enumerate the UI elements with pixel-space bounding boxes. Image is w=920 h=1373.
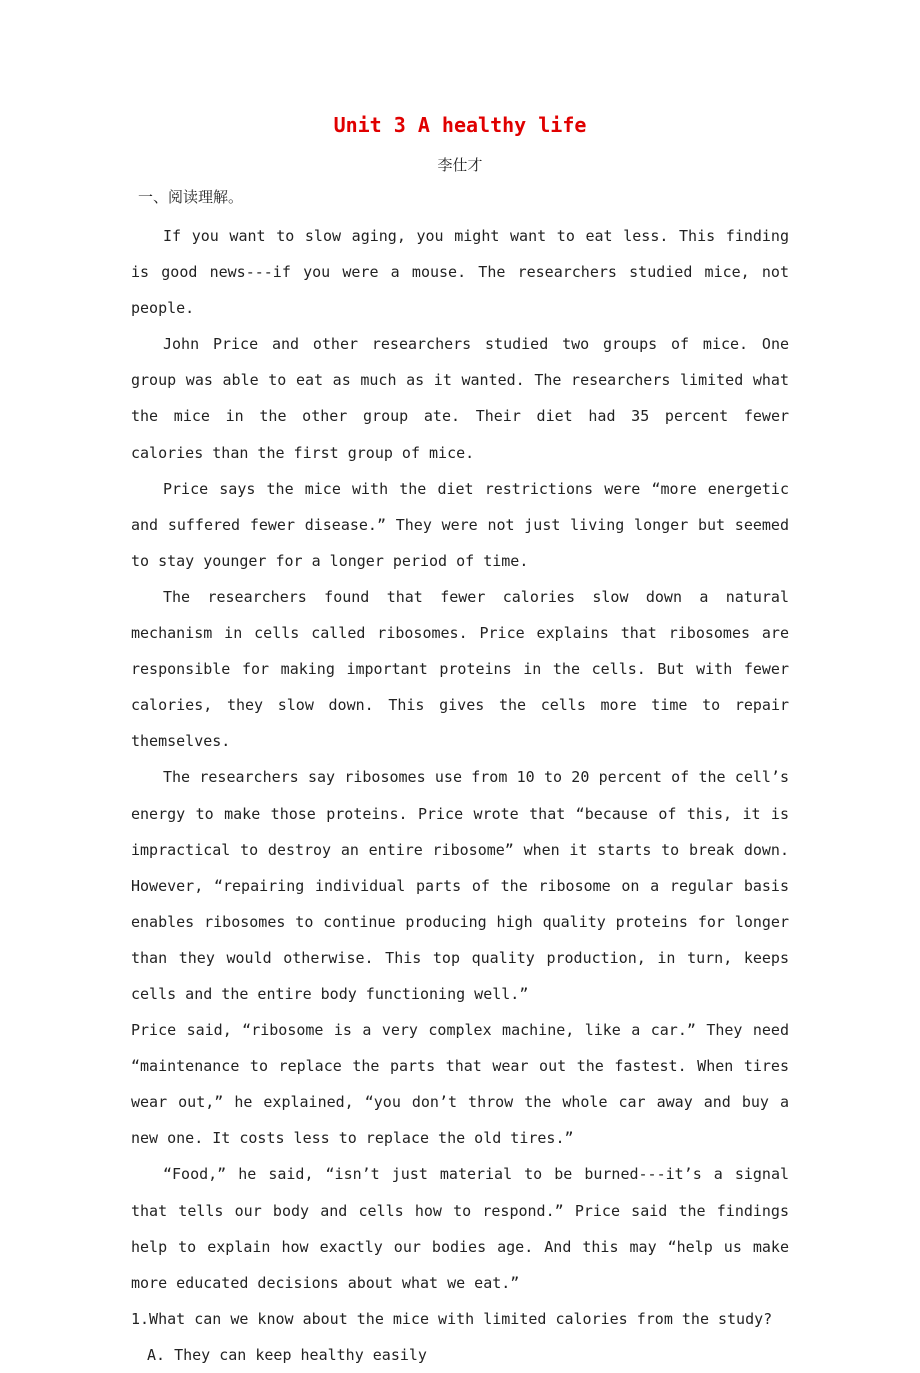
paragraph-6: Price said, “ribosome is a very complex machine, like a car.” They need “maintenance to replace the parts that wear out the fastest. When tires wear out,” he explained, “you don’t throw the whole car away and buy a new one. It costs less to replace the old tires.” [131,1021,789,1148]
section-heading: 一、阅读理解。 [138,188,244,206]
paragraph-3: Price says the mice with the diet restrictions were “more energetic and suffered fewer disease.” They were not just living longer but seemed to stay younger for a longer period of time. [131,479,789,570]
question-1-option-a: A. They can keep healthy easily [147,1345,427,1364]
paragraph-5: The researchers say ribosomes use from 10 to 20 percent of the cell’s energy to make those proteins. Price wrote that “because of this, it is impractical to destroy an entire ribosome” when it starts to break down. However, “repairing individual parts of the ribosome on a regular basis enables ribosomes to continue producing high quality proteins for longer than they would otherwise. This top quality production, in turn, keeps cells and the entire body functioning well.” [131,768,789,1003]
paragraph-7: “Food,” he said, “isn’t just material to be burned---it’s a signal that tells our body and cells how to respond.” Price said the findings help to explain how exactly our bodies age. And this may “help us make more educated decisions about what we eat.” [131,1165,789,1292]
paragraph-2: John Price and other researchers studied two groups of mice. One group was able to eat as much as it wanted. The researchers limited what the mice in the other group ate. Their diet had 35 percent fewer calories than the first group of mice. [131,335,789,462]
question-1: 1.What can we know about the mice with limited calories from the study? [131,1309,773,1328]
paragraph-1: If you want to slow aging, you might want to eat less. This finding is good news---if you were a mouse. The researchers studied mice, not people. [131,227,789,318]
author-name: 李仕才 [437,156,483,174]
paragraph-4: The researchers found that fewer calories slow down a natural mechanism in cells called ribosomes. Price explains that ribosomes are responsible for making important proteins in the cells. But with fewer calories, they slow down. This gives the cells more time to repair themselves. [131,587,789,751]
document-title: Unit 3 A healthy life [333,113,587,137]
passage [131,218,789,1373]
